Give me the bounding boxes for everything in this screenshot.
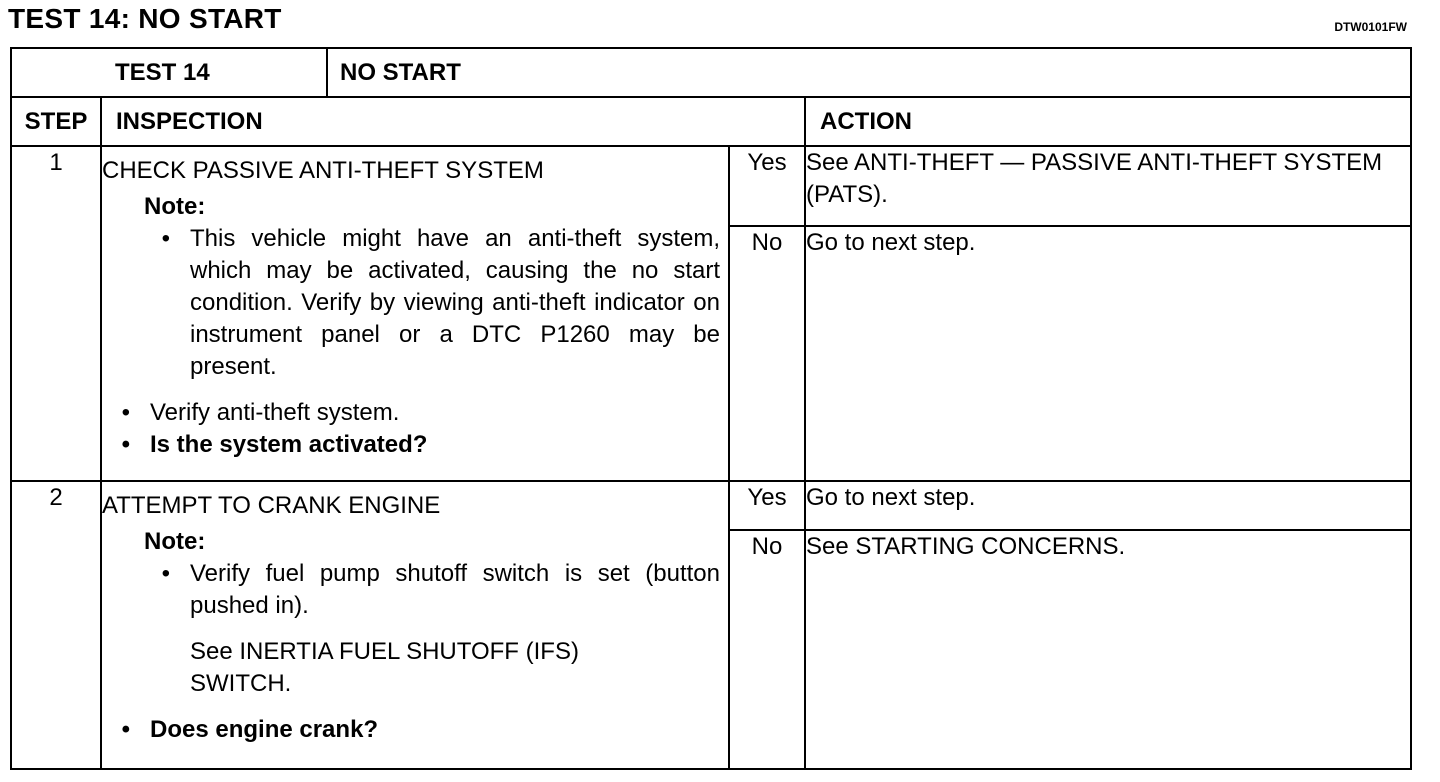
bullet-icon: • — [161, 560, 170, 588]
step-1-note-label: Note: — [144, 193, 206, 221]
step-1-yes-action: See ANTI-THEFT — PASSIVE ANTI-THEFT SYSTEM (PATS). — [805, 146, 1411, 226]
diagnostic-table — [10, 47, 1412, 770]
step-1-no-label: No — [729, 226, 805, 481]
step-1-number: 1 — [11, 146, 101, 481]
test-name: NO START — [327, 48, 1411, 97]
step-2-no-label: No — [729, 530, 805, 769]
step-2-number: 2 — [11, 481, 101, 769]
test-title-spacer — [11, 48, 101, 97]
step-2-question — [102, 714, 728, 746]
bullet-icon: • — [121, 431, 130, 459]
step-1-inspection — [101, 146, 729, 481]
step-2-note-label: Note: — [144, 528, 206, 556]
step-1-yes-label: Yes — [729, 146, 805, 226]
step-2-inspection — [101, 481, 729, 769]
step-header: STEP — [11, 97, 101, 146]
bullet-icon: • — [121, 716, 130, 744]
document-code: DTW0101FW — [1334, 20, 1407, 34]
step-1-yes-row — [11, 146, 1411, 226]
step-1-no-action: Go to next step. — [805, 226, 1411, 481]
step-1-bullet — [102, 397, 728, 429]
step-2-question-text: Does engine crank? — [150, 716, 379, 744]
test-label: TEST 14 — [101, 48, 327, 97]
step-2-see-text: See INERTIA FUEL SHUTOFF (IFS) SWITCH. — [190, 638, 579, 698]
step-2-yes-action: Go to next step. — [805, 481, 1411, 530]
step-1-question — [102, 429, 728, 461]
step-1-note-text: This vehicle might have an anti-theft system, which may be activated, causing the no start condition. Verify by viewing anti-theft indicator on instrument panel or a DTC P1260 may be present. — [190, 225, 720, 381]
test-title-row — [11, 48, 1411, 97]
step-2-no-action: See STARTING CONCERNS. — [805, 530, 1411, 769]
step-2-note-bullet — [102, 558, 728, 622]
bullet-icon: • — [121, 399, 130, 427]
bullet-icon: • — [161, 225, 170, 253]
step-1-question-text: Is the system activated? — [150, 431, 428, 459]
step-2-heading: ATTEMPT TO CRANK ENGINE — [102, 492, 441, 520]
step-2-note-text: Verify fuel pump shutoff switch is set (button pushed in). — [190, 560, 720, 620]
page-title: TEST 14: NO START — [8, 3, 282, 34]
step-2-yes-label: Yes — [729, 481, 805, 530]
step-1-bullet-text: Verify anti-theft system. — [150, 399, 400, 427]
step-1-heading: CHECK PASSIVE ANTI-THEFT SYSTEM — [102, 157, 544, 185]
step-2-yes-row — [11, 481, 1411, 530]
action-header: ACTION — [805, 97, 1411, 146]
inspection-header: INSPECTION — [101, 97, 805, 146]
step-1-note-bullet — [102, 223, 728, 383]
header-row — [11, 97, 1411, 146]
